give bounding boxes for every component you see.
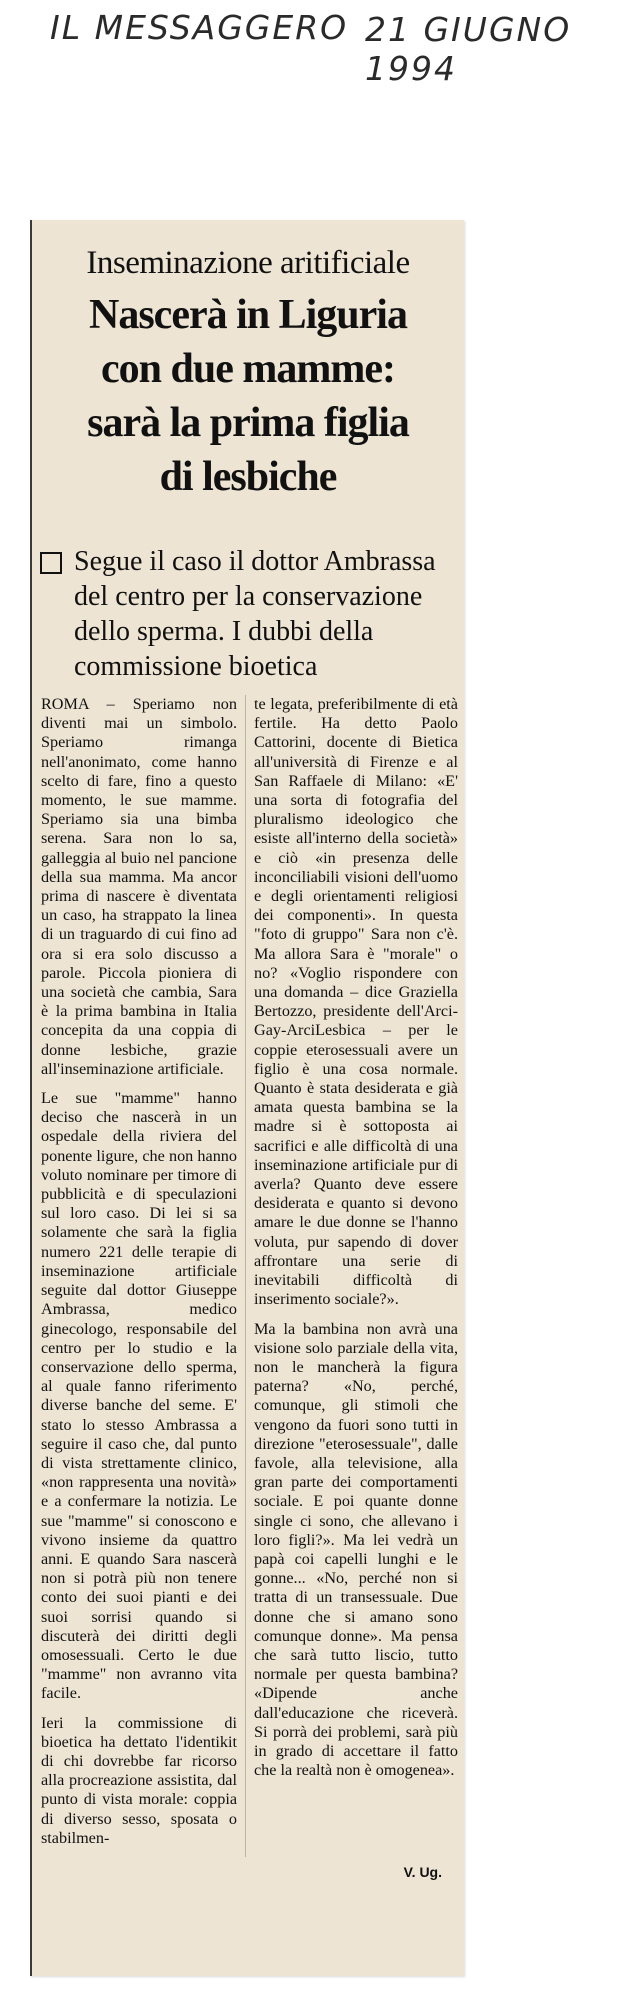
article-kicker: Inseminazione aritificiale bbox=[86, 245, 410, 281]
headline-line: con due mamme: bbox=[101, 346, 395, 392]
article-headline bbox=[32, 288, 464, 504]
headline-line: sarà la prima figlia bbox=[87, 400, 409, 446]
handwritten-source-note: IL MESSAGGERO bbox=[50, 8, 349, 47]
article-paragraph: te legata, preferibilmente di età fertile. Ha detto Paolo Cattorini, docente di Bietica all'università di Firenze e al San Raffaele di Milano: «E' una sorta di fotografia del pluralismo ideologico che esiste all'interno della società» e ciò «in presenza delle inconciliabili visioni dell'uomo e degli orientamenti religiosi dei componenti». In questa "foto di gruppo" Sara non c'è. Ma allora Sara è "morale" o no? «Voglio rispondere con una domanda – dice Graziella Bertozzo, presidente dell'Arci-Gay-ArciLesbica – per le coppie eterosessuali avere un figlio è una cosa normale. Quanto è stata desiderata e già amata questa bambina se la madre si è sottoposta ai sacrifici e alle difficoltà di una inseminazione artificiale pur di averla? Quanto deve essere desiderata e quanto si devono amare le due donne se l'hanno voluta, pur sapendo di dover affrontare una serie di inevitabili difficoltà di inserimento sociale?». bbox=[254, 695, 458, 1309]
article-paragraph: Ma la bambina non avrà una visione solo parziale della vita, non le mancherà la figura paterna? «No, perché, comunque, gli stimoli che vengono da fuori sono tutti in direzione "eterosessuale", dalle favole, alla televisione, alla gran parte dei comportamenti sociale. E poi quante donne single ci sono, che allevano i loro figli?». Ma lei vedrà un papà coi capelli lunghi e le gonne... «No, perché non si tratta di un transessuale. Due donne che si amano sono comunque donne». Ma pensa che sarà tutto liscio, tutto normale per questa bambina? «Dipende anche dall'educazione che riceverà. Si porrà dei problemi, sarà più in grado di accettare il fatto che la realtà non è omogenea». bbox=[254, 1319, 458, 1780]
headline-line: Nascerà in Liguria bbox=[89, 292, 407, 338]
article-column-1 bbox=[41, 695, 237, 1858]
square-bullet-icon bbox=[40, 552, 62, 574]
subhead-text: Segue il caso il dottor Ambrassa del centro per la conservazione dello sperma. I dubbi della commissione bioetica bbox=[74, 546, 436, 682]
author-signature: V. Ug. bbox=[403, 1864, 442, 1880]
article-paragraph: ROMA – Speriamo non diventi mai un simbolo. Speriamo rimanga nell'anonimato, come hanno scelto di fare, fino a questo momento, le sue mamme. Speriamo sia una bimba serena. Sara non lo sa, galleggia al buio nel pancione della sua mamma. Ma ancor prima di nascere è diventata un caso, ha strappato la linea di un traguardo di cui fino ad ora si era solo discusso a parole. Piccola pioniera di una società che cambia, Sara è la prima bambina in Italia concepita da una coppia di donne lesbiche, grazie all'inseminazione artificiale. bbox=[41, 695, 237, 1078]
headline-line: di lesbiche bbox=[159, 454, 337, 500]
handwritten-date-note: 21 GIUGNO 1994 bbox=[365, 10, 572, 88]
newspaper-clipping bbox=[30, 220, 464, 1976]
article-column-2 bbox=[254, 695, 458, 1790]
article-paragraph: Ieri la commissione di bioetica ha dettato l'identikit di chi dovrebbe far ricorso alla procreazione assistita, dal punto di vista morale: coppia di diverso sesso, sposata o stabilmen- bbox=[41, 1713, 237, 1847]
article-paragraph: Le sue "mamme" hanno deciso che nascerà in un ospedale della riviera del ponente ligure, che non hanno voluto nominare per timore di pubblicità e di speculazioni sul loro caso. Di lei si sa solamente che sarà la figlia numero 221 delle terapie di inseminazione artificiale seguite dal dottor Giuseppe Ambrassa, medico ginecologo, responsabile del centro per lo studio e la conservazione dello sperma, al quale fanno riferimento diverse banche del seme. E' stato lo stesso Ambrassa a seguire il caso che, dal punto di vista strettamente clinico, «non rappresenta una novità» e a confermare la notizia. Le sue "mamme" si conoscono e vivono insieme da quattro anni. E quando Sara nascerà non si potrà più non tenere conto dei suoi pianti e dei suoi sorrisi quando si discuterà dei diritti degli omosessuali. Certo le due "mamme" non avranno vita facile. bbox=[41, 1089, 237, 1703]
column-divider bbox=[245, 695, 246, 1857]
article-subhead bbox=[74, 544, 459, 684]
